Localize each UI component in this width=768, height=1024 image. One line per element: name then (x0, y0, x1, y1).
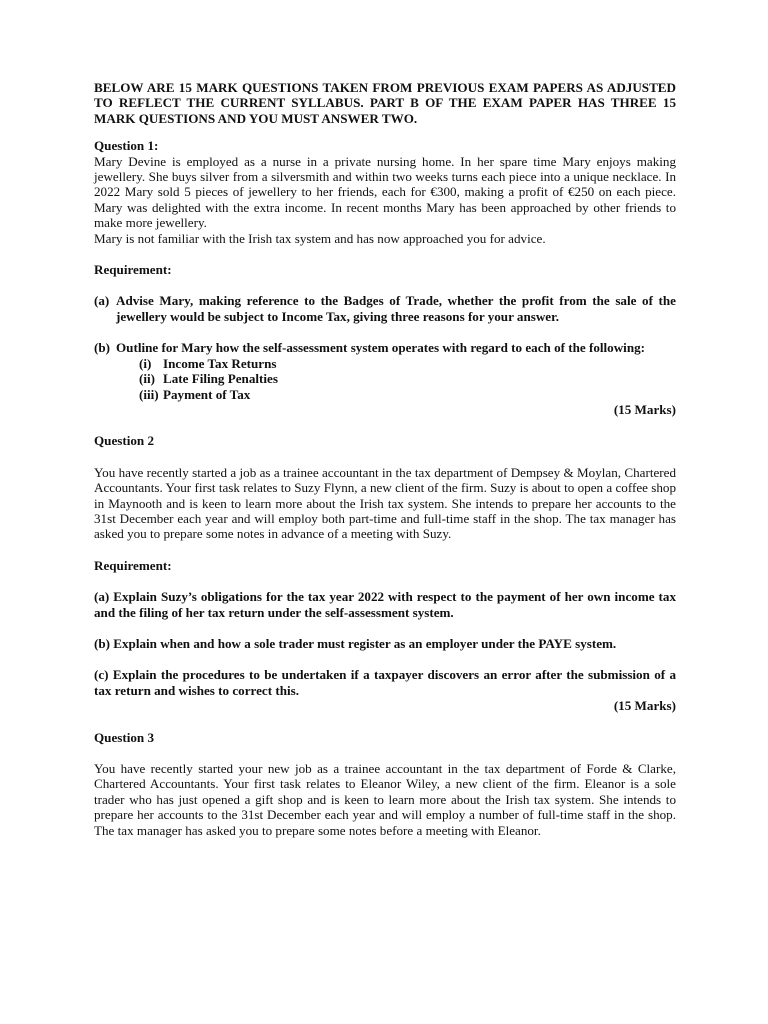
question-1-title: Question 1: (94, 138, 159, 154)
question-2-part-b: (b) Explain when and how a sole trader must register as an employer under the PAYE system. (94, 635, 617, 651)
list-item-text: Payment of Tax (163, 386, 251, 402)
list-item (94, 371, 676, 386)
question-2-marks: (15 Marks) (613, 698, 676, 714)
question-1-body-2: Mary is not familiar with the Irish tax system and has now approached you for advice. (94, 230, 546, 246)
document-page (94, 80, 676, 838)
question-3 (94, 730, 676, 838)
question-1-marks: (15 Marks) (613, 401, 676, 417)
list-item-text: Income Tax Returns (163, 355, 277, 371)
intro-heading: BELOW ARE 15 MARK QUESTIONS TAKEN FROM PREVIOUS EXAM PAPERS AS ADJUSTED TO REFLECT THE CURRENT SYLLABUS. PART B OF THE EXAM PAPER HAS THREE 15 MARK QUESTIONS AND YOU MUST ANSWER TWO. (94, 80, 676, 126)
question-1-body: Mary Devine is employed as a nurse in a private nursing home. In her spare time Mary enjoys making jewellery. She buys silver from a silversmith and within two weeks turns each piece into a unique necklace. In 2022 Mary sold 5 pieces of jewellery to her friends, each for €300, making a profit of €250 on each piece. Mary was delighted with the extra income. In recent months Mary has been approached by other friends to make more jewellery. (94, 153, 676, 231)
question-2-requirement-label: Requirement: (94, 557, 172, 573)
question-3-body: You have recently started your new job as a trainee accountant in the tax department of Forde & Clarke, Chartered Accountants. Your first task relates to Eleanor Wiley, a new client of the firm. Eleanor is a sole trader who has just opened a gift shop and is keen to learn more about the Irish tax system. She intends to prepare her accounts to the 31st December each year and will employ a number of full-time staff in the shop. The tax manager has asked you to prepare some notes before a meeting with Eleanor. (94, 761, 676, 838)
question-2-title: Question 2 (94, 433, 155, 449)
list-item-number: (iii) (139, 386, 159, 402)
question-2 (94, 433, 676, 713)
question-1-requirement-label: Requirement: (94, 262, 172, 278)
list-item (94, 356, 676, 371)
list-item-number: (i) (139, 355, 152, 371)
question-2-part-c: (c) Explain the procedures to be undertaken if a taxpayer discovers an error after the submission of a tax return and wishes to correct this. (94, 667, 676, 698)
part-label: (a) (94, 293, 110, 309)
part-label: (b) (94, 340, 111, 356)
question-2-part-a: (a) Explain Suzy’s obligations for the tax year 2022 with respect to the payment of her own income tax and the filing of her tax return under the self-assessment system. (94, 589, 676, 620)
part-text: Advise Mary, making reference to the Badges of Trade, whether the profit from the sale of the jewellery would be subject to Income Tax, giving three reasons for your answer. (116, 293, 676, 324)
list-item (94, 387, 676, 402)
question-2-body: You have recently started a job as a trainee accountant in the tax department of Dempsey & Moylan, Chartered Accountants. Your first task relates to Suzy Flynn, a new client of the firm. Suzy is about to open a coffee shop in Maynooth and is keen to learn more about the Irish tax system. She intends to prepare her accounts to the 31st December each year and will employ both part-time and full-time staff in the shop. The tax manager has asked you to prepare some notes in advance of a meeting with Suzy. (94, 464, 676, 542)
list-item-number: (ii) (139, 371, 155, 387)
part-text: Outline for Mary how the self-assessment system operates with regard to each of the following: (116, 340, 646, 356)
question-1 (94, 138, 676, 417)
question-1-part-b-list (94, 356, 676, 402)
question-3-title: Question 3 (94, 729, 155, 745)
list-item-text: Late Filing Penalties (163, 371, 278, 387)
question-1-part-b (94, 340, 676, 355)
question-1-part-a (94, 293, 676, 324)
